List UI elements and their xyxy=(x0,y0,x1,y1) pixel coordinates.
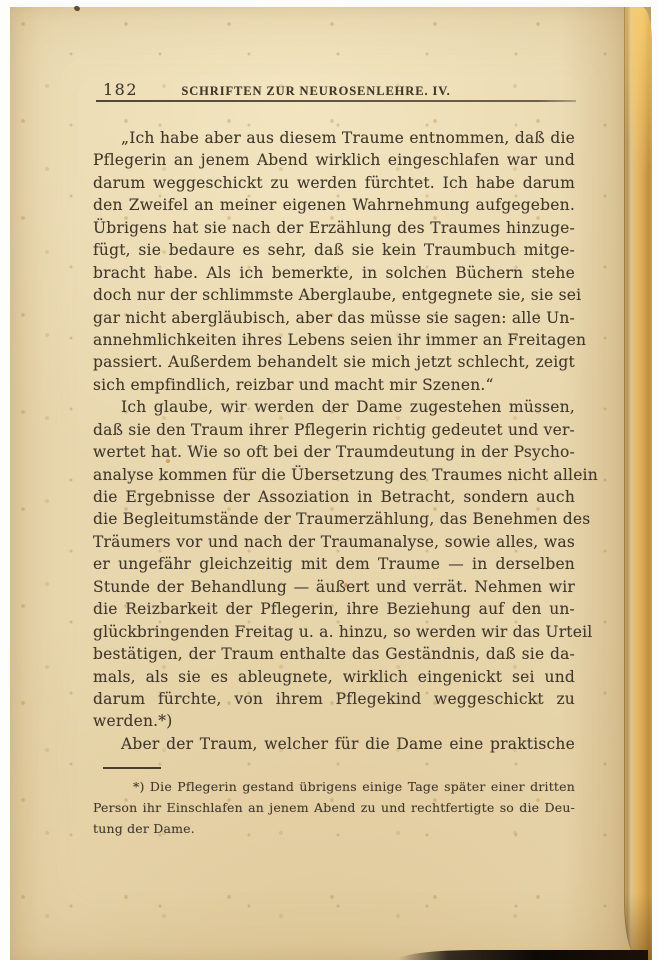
text-line: analyse kommen für die Übersetzung des Traumes nicht allein xyxy=(93,465,598,484)
book-page-edges xyxy=(624,7,652,960)
text-line: passiert. Außerdem behandelt sie mich jetzt schlecht, zeigt xyxy=(93,353,575,372)
text-line: Ich glaube, wir werden der Dame zugestehen müssen, xyxy=(121,398,575,417)
text-line: fügt, sie bedaure es sehr, daß sie kein Traumbuch mitge- xyxy=(93,241,575,260)
text-line: bestätigen, der Traum enthalte das Geständnis, daß sie da- xyxy=(93,645,575,664)
text-line: annehmlichkeiten ihres Lebens seien ihr immer an Freitagen xyxy=(93,330,587,349)
text-line: glückbringenden Freitag u. a. hinzu, so werden wir das Urteil xyxy=(93,622,593,641)
text-line: den Zweifel an meiner eigenen Wahrnehmung aufgegeben. xyxy=(93,196,575,215)
text-line: Aber der Traum, welcher für die Dame eine praktische xyxy=(121,734,575,753)
page-number: 182 xyxy=(103,80,139,99)
header-rule xyxy=(96,100,576,102)
text-line: Übrigens hat sie nach der Erzählung des Traumes hinzuge- xyxy=(93,218,575,237)
footnote-rule xyxy=(103,767,161,769)
text-line: die Ergebnisse der Assoziation in Betracht, sondern auch xyxy=(93,488,575,506)
text-line: Träumers vor und nach der Traumanalyse, sowie alles, was xyxy=(93,532,575,551)
text-line: mals, als sie es ableugnete, wirklich eingenickt sei und xyxy=(93,667,575,686)
text-line: daß sie den Traum ihrer Pflegerin richtig gedeutet und ver- xyxy=(93,420,575,439)
footnote-line: tung der Dame. xyxy=(93,820,195,836)
text-line: Pflegerin an jenem Abend wirklich eingeschlafen war und xyxy=(93,151,575,170)
text-line: er ungefähr gleichzeitig mit dem Traume — in derselben xyxy=(93,555,575,574)
paragraph xyxy=(93,733,575,755)
text-line: wertet hat. Wie so oft bei der Traumdeutung in der Psycho- xyxy=(93,443,575,462)
text-line: „Ich habe aber aus diesem Traume entnommen, daß die xyxy=(121,129,575,147)
book-bottom-shadow xyxy=(398,950,648,960)
text-line: doch nur der schlimmste Aberglaube, entgegnete sie, sie sei xyxy=(93,286,582,305)
paragraph xyxy=(93,127,587,396)
running-title: SCHRIFTEN ZUR NEUROSENLEHRE. IV. xyxy=(181,84,451,98)
text-line: Stunde der Behandlung — äußert und verrät. Nehmen wir xyxy=(93,577,575,596)
text-line: sich empfindlich, reizbar und macht mir Szenen.“ xyxy=(93,375,494,394)
footnote-line: Person ihr Einschlafen an jenem Abend zu und rechtfertigte so die Deu- xyxy=(93,799,575,815)
text-line: bracht habe. Als ich bemerkte, in solchen Büchern stehe xyxy=(93,263,575,282)
text-line: darum weggeschickt zu werden fürchtet. Ich habe darum xyxy=(93,173,575,192)
footnote xyxy=(93,777,575,839)
paragraph xyxy=(93,396,598,733)
text-line: die Begleitumstände der Traumerzählung, das Benehmen des xyxy=(93,510,591,529)
text-line: gar nicht abergläubisch, aber das müsse sie sagen: alle Un- xyxy=(93,308,575,327)
body-text xyxy=(93,127,598,755)
text-line: darum fürchte, von ihrem Pflegekind weggeschickt zu xyxy=(93,689,575,708)
text-line: die Reizbarkeit der Pflegerin, ihre Beziehung auf den un- xyxy=(93,600,575,619)
text-line: werden.*) xyxy=(93,712,173,731)
footnote-line: *) Die Pflegerin gestand übrigens einige Tage später einer dritten xyxy=(133,779,575,794)
